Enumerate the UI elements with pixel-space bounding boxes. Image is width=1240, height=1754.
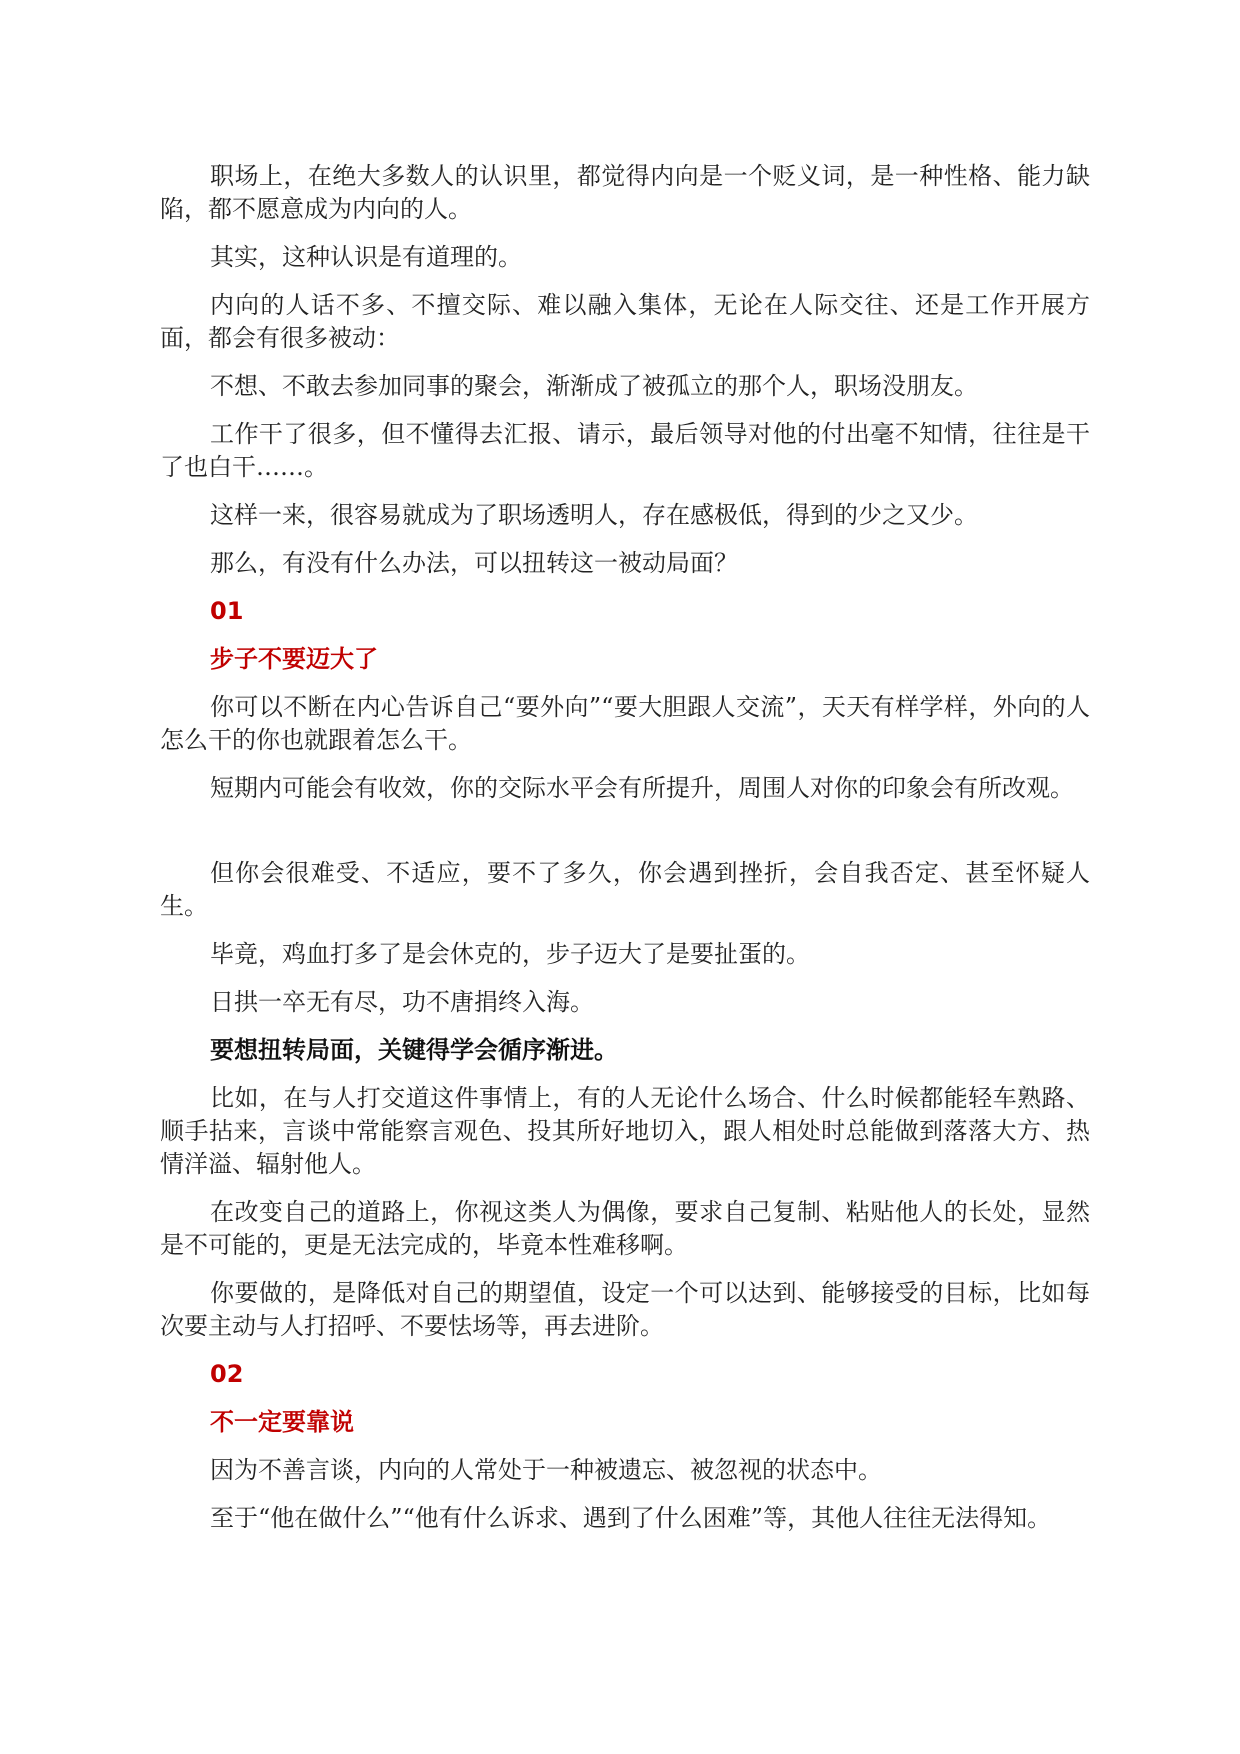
- paragraph: 在改变自己的道路上，你视这类人为偶像，要求自己复制、粘贴他人的长处，显然是不可能的，更是无法完成的，毕竟本性难移啊。: [160, 1198, 1090, 1259]
- paragraph: 这样一来，很容易就成为了职场透明人，存在感极低，得到的少之又少。: [210, 501, 978, 529]
- paragraph: 职场上，在绝大多数人的认识里，都觉得内向是一个贬义词，是一种性格、能力缺陷，都不愿意成为内向的人。: [160, 162, 1090, 223]
- section-number: 01: [210, 597, 244, 625]
- paragraph: 因为不善言谈，内向的人常处于一种被遗忘、被忽视的状态中。: [210, 1456, 882, 1484]
- paragraph: 那么，有没有什么办法，可以扭转这一被动局面？: [210, 549, 738, 577]
- paragraph: 毕竟，鸡血打多了是会休克的，步子迈大了是要扯蛋的。: [210, 940, 810, 968]
- key-point: 要想扭转局面，关键得学会循序渐进。: [210, 1036, 618, 1064]
- paragraph: 但你会很难受、不适应，要不了多久，你会遇到挫折，会自我否定、甚至怀疑人生。: [160, 859, 1090, 920]
- paragraph: 其实，这种认识是有道理的。: [210, 243, 522, 271]
- article-body: [160, 160, 1090, 1550]
- paragraph: 你要做的，是降低对自己的期望值，设定一个可以达到、能够接受的目标，比如每次要主动与人打招呼、不要怯场等，再去进阶。: [160, 1279, 1090, 1340]
- paragraph: 内向的人话不多、不擅交际、难以融入集体，无论在人际交往、还是工作开展方面，都会有很多被动：: [160, 291, 1090, 352]
- paragraph: 工作干了很多，但不懂得去汇报、请示，最后领导对他的付出毫不知情，往往是干了也白干……。: [160, 420, 1090, 481]
- paragraph: 日拱一卒无有尽，功不唐捐终入海。: [210, 988, 594, 1016]
- paragraph: 你可以不断在内心告诉自己“要外向”“要大胆跟人交流”，天天有样学样，外向的人怎么干的你也就跟着怎么干。: [160, 693, 1090, 754]
- section-heading: 步子不要迈大了: [210, 645, 378, 673]
- paragraph: 至于“他在做什么”“他有什么诉求、遇到了什么困难”等，其他人往往无法得知。: [210, 1504, 1052, 1532]
- section-heading: 不一定要靠说: [210, 1408, 354, 1436]
- paragraph: 比如，在与人打交道这件事情上，有的人无论什么场合、什么时候都能轻车熟路、顺手拈来，言谈中常能察言观色、投其所好地切入，跟人相处时总能做到落落大方、热情洋溢、辐射他人。: [160, 1084, 1090, 1178]
- blank-line: [160, 820, 1090, 857]
- section-number: 02: [210, 1360, 244, 1388]
- paragraph: 不想、不敢去参加同事的聚会，渐渐成了被孤立的那个人，职场没朋友。: [210, 372, 978, 400]
- paragraph: 短期内可能会有收效，你的交际水平会有所提升，周围人对你的印象会有所改观。: [210, 774, 1074, 802]
